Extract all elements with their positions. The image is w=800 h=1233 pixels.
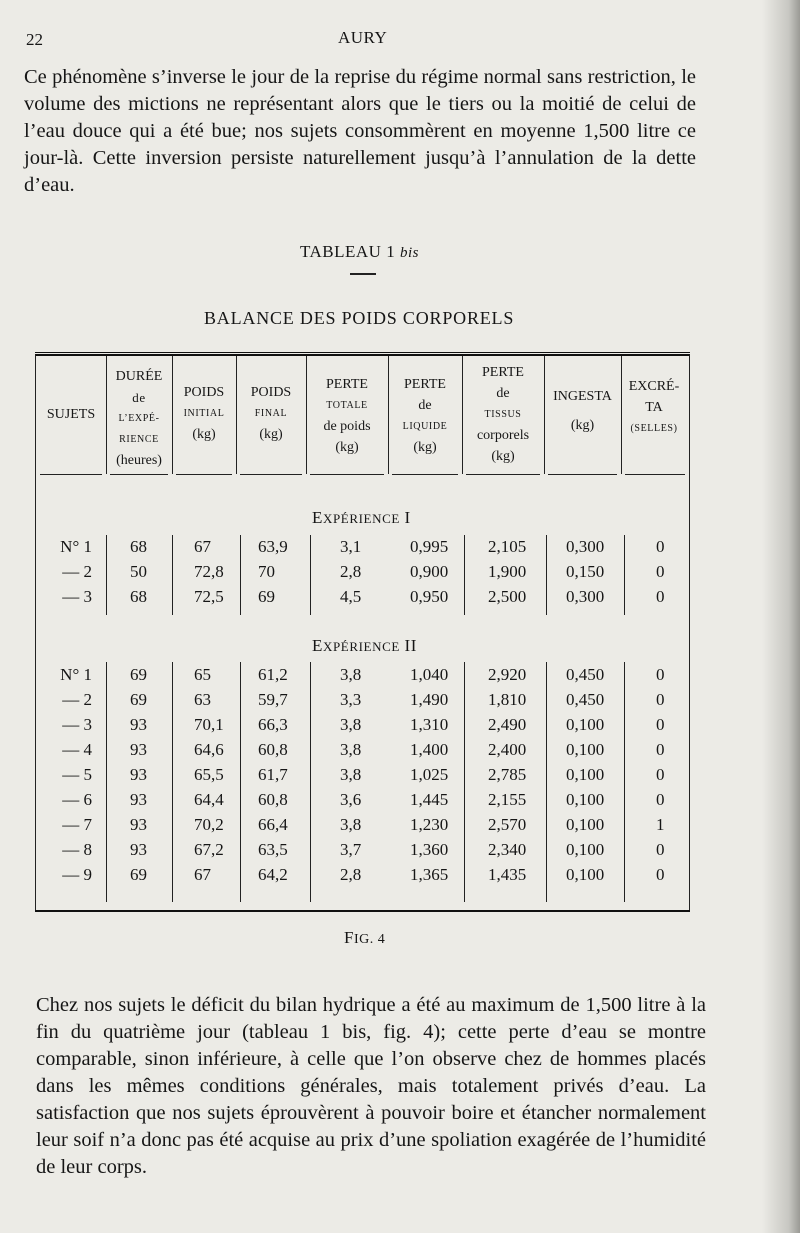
experience-2-number: II [404,636,418,655]
cell-poids-final: 63,9 [258,537,288,556]
cell-duree: 93 [130,840,147,859]
header-duree [106,366,172,471]
cell-duree: 68 [130,537,147,556]
cell-perte-tissus: 2,785 [488,765,527,784]
cell-ingesta: 0,100 [566,815,605,834]
header-underline [625,474,685,475]
cell-ingesta: 0,100 [566,840,605,859]
cell-excreta: 0 [656,790,665,809]
cell-poids-initial: 67 [194,537,211,556]
header-perte-tissus [462,362,544,467]
cell-perte-liquide: 0,900 [410,562,449,581]
cell-poids-final: 69 [258,587,275,606]
cell-ingesta: 0,100 [566,790,605,809]
body-col-divider [106,535,107,615]
running-head: AURY [338,28,388,47]
body-col-divider [624,662,625,902]
table-bottom-rule [35,910,690,912]
cell-poids-initial: 67,2 [194,840,224,859]
cell-poids-final: 63,5 [258,840,288,859]
cell-excreta: 0 [656,690,665,709]
header-poids-initial [172,382,236,445]
cell-excreta: 0 [656,587,665,606]
cell-ingesta: 0,300 [566,537,605,556]
page-number: 22 [26,30,43,49]
header-line: (kg) [335,440,359,455]
cell-excreta: 0 [656,562,665,581]
header-line: INGESTA [553,389,612,404]
cell-perte-liquide: 1,400 [410,740,449,759]
cell-perte-liquide: 0,950 [410,587,449,606]
cell-excreta: 0 [656,537,665,556]
header-line: (kg) [413,440,437,455]
cell-perte-tissus: 1,900 [488,562,527,581]
closing-paragraph: Chez nos sujets le déficit du bilan hydrique a été au maximum de 1,500 litre à la fin du quatrième jour (tableau 1 bis, fig. 4); cette perte d’eau se montre comparable, sinon inférieure, à celle que l’on observe chez de hommes placés dans les mêmes conditions générales, mais totalement privés d’eau. La satisfaction que nos sujets éprouvèrent à pouvoir boire et étancher normalement leur soif n’a donc pas été acquise au prix d’une spoliation exagérée de l’humidité de leur corps. [36,994,706,1178]
cell-duree: 93 [130,765,147,784]
cell-perte-tissus: 2,400 [488,740,527,759]
cell-poids-initial: 70,2 [194,815,224,834]
cell-perte-liquide: 1,445 [410,790,449,809]
body-col-divider [464,662,465,902]
cell-subject: N° 1 [60,665,92,684]
cell-poids-initial: 67 [194,865,211,884]
experience-2-label [312,636,417,656]
page-edge-shadow [762,0,800,1233]
cell-poids-final: 59,7 [258,690,288,709]
cell-poids-final: 66,3 [258,715,288,734]
cell-subject: — 2 [62,690,92,709]
cell-perte-totale: 2,8 [340,865,362,884]
table-title: BALANCE DES POIDS CORPORELS [204,308,515,328]
cell-excreta: 0 [656,840,665,859]
table-top-rule [35,352,690,353]
cell-duree: 69 [130,690,147,709]
cell-perte-tissus: 2,155 [488,790,527,809]
experience-1-number: I [404,508,411,527]
title-rule [350,273,376,275]
cell-poids-final: 60,8 [258,740,288,759]
cell-ingesta: 0,100 [566,715,605,734]
cell-subject: — 8 [62,840,92,859]
cell-poids-initial: 64,6 [194,740,224,759]
cell-perte-liquide: 1,490 [410,690,449,709]
header-duree-line: (heures) [116,453,162,468]
cell-duree: 50 [130,562,147,581]
cell-ingesta: 0,100 [566,765,605,784]
header-poids-final [236,382,306,445]
cell-subject: — 3 [62,587,92,606]
header-underline [466,474,540,475]
cell-perte-totale: 3,8 [340,665,362,684]
cell-duree: 68 [130,587,147,606]
header-line: TA [645,400,663,415]
header-underline [310,474,384,475]
cell-poids-initial: 65,5 [194,765,224,784]
header-line: de [418,398,432,413]
cell-poids-initial: 72,5 [194,587,224,606]
experience-2-rest: XPÉRIENCE [322,639,400,654]
header-line: TISSUS [484,409,522,420]
header-line: (kg) [259,427,283,442]
header-line: (kg) [192,427,216,442]
table-label-text: TABLEAU 1 [300,242,396,261]
cell-poids-initial: 70,1 [194,715,224,734]
cell-poids-initial: 63 [194,690,211,709]
header-ingesta [544,386,621,436]
cell-subject: — 3 [62,715,92,734]
body-col-divider [172,662,173,902]
cell-perte-totale: 3,8 [340,765,362,784]
figure-caption-initial: F [344,928,354,947]
cell-excreta: 0 [656,665,665,684]
body-col-divider [624,535,625,615]
header-line: de poids [323,419,371,434]
cell-perte-tissus: 2,490 [488,715,527,734]
experience-1-initial: E [312,508,323,527]
body-col-divider [310,662,311,902]
table-label-bis: bis [399,245,419,261]
cell-duree: 93 [130,740,147,759]
header-line: EXCRÉ- [628,379,680,394]
cell-subject: — 5 [62,765,92,784]
cell-perte-totale: 3,8 [340,740,362,759]
header-line: PERTE [482,365,524,380]
body-col-divider [172,535,173,615]
cell-perte-liquide: 1,040 [410,665,449,684]
header-line: TOTALE [326,400,368,411]
header-line: de [496,386,510,401]
cell-subject: N° 1 [60,537,92,556]
header-line: LIQUIDE [402,421,448,432]
header-line: PERTE [326,377,368,392]
cell-poids-initial: 65 [194,665,211,684]
cell-perte-liquide: 1,025 [410,765,449,784]
cell-excreta: 1 [656,815,665,834]
header-line: POIDS [250,385,292,400]
header-underline [548,474,617,475]
cell-poids-final: 70 [258,562,275,581]
body-col-divider [240,662,241,902]
figure-caption-rest: IG. 4 [353,932,386,947]
header-line: PERTE [404,377,446,392]
cell-duree: 93 [130,715,147,734]
cell-perte-totale: 2,8 [340,562,362,581]
cell-poids-final: 66,4 [258,815,288,834]
cell-subject: — 9 [62,865,92,884]
header-underline [176,474,232,475]
header-perte-totale [306,374,388,458]
cell-excreta: 0 [656,740,665,759]
header-duree-line: L’EXPÉ- [118,413,160,424]
cell-perte-totale: 3,8 [340,715,362,734]
header-line: (SELLES) [630,423,678,434]
cell-duree: 93 [130,815,147,834]
cell-poids-final: 61,7 [258,765,288,784]
header-duree-line: de [132,390,146,405]
cell-poids-final: 64,2 [258,865,288,884]
cell-ingesta: 0,450 [566,665,605,684]
header-underline [40,474,102,475]
body-col-divider [546,662,547,902]
experience-2-initial: E [312,636,323,655]
figure-caption [344,928,385,948]
cell-perte-liquide: 1,230 [410,815,449,834]
header-line: POIDS [183,385,225,400]
cell-perte-totale: 3,6 [340,790,362,809]
header-line: FINAL [254,408,288,419]
intro-paragraph: Ce phénomène s’inverse le jour de la reprise du régime normal sans restriction, le volume des mictions ne représentant alors que le tiers ou la moitié de celui de l’eau douce qui a été bue; nos sujets consommèrent en moyenne 1,500 litre ce jour-là. Cette inversion persiste naturellement jusqu’à l’annulation de la dette d’eau. [24,66,696,196]
cell-perte-tissus: 2,500 [488,587,527,606]
cell-poids-final: 60,8 [258,790,288,809]
body-col-divider [240,535,241,615]
header-underline [240,474,302,475]
experience-1-label [312,508,411,528]
cell-subject: — 7 [62,815,92,834]
cell-perte-totale: 3,3 [340,690,362,709]
cell-poids-initial: 64,4 [194,790,224,809]
cell-excreta: 0 [656,765,665,784]
cell-subject: — 4 [62,740,92,759]
header-line: (kg) [570,418,595,433]
cell-perte-tissus: 2,105 [488,537,527,556]
header-underline [110,474,168,475]
experience-1-rest: XPÉRIENCE [322,511,400,526]
cell-perte-totale: 3,1 [340,537,362,556]
header-underline [392,474,458,475]
cell-duree: 69 [130,865,147,884]
header-line: corporels [476,428,530,443]
cell-perte-liquide: 1,365 [410,865,449,884]
cell-perte-liquide: 1,360 [410,840,449,859]
table-label [300,242,419,262]
header-perte-liquide [388,374,462,458]
header-line: INITIAL [183,408,225,419]
cell-ingesta: 0,300 [566,587,605,606]
cell-duree: 69 [130,665,147,684]
cell-perte-liquide: 1,310 [410,715,449,734]
body-col-divider [106,662,107,902]
cell-perte-tissus: 2,570 [488,815,527,834]
cell-perte-tissus: 1,435 [488,865,527,884]
cell-ingesta: 0,150 [566,562,605,581]
cell-perte-tissus: 2,920 [488,665,527,684]
cell-subject: — 6 [62,790,92,809]
cell-perte-tissus: 1,810 [488,690,527,709]
header-line: (kg) [491,449,515,464]
cell-perte-totale: 3,7 [340,840,362,859]
header-duree-line: RIENCE [119,434,159,445]
cell-duree: 93 [130,790,147,809]
header-excreta [621,376,687,439]
cell-subject: — 2 [62,562,92,581]
header-duree-line: DURÉE [115,369,163,384]
cell-ingesta: 0,100 [566,740,605,759]
cell-poids-final: 61,2 [258,665,288,684]
cell-perte-totale: 3,8 [340,815,362,834]
cell-poids-initial: 72,8 [194,562,224,581]
body-col-divider [464,535,465,615]
body-col-divider [546,535,547,615]
cell-perte-tissus: 2,340 [488,840,527,859]
cell-ingesta: 0,100 [566,865,605,884]
cell-ingesta: 0,450 [566,690,605,709]
cell-perte-liquide: 0,995 [410,537,449,556]
cell-perte-totale: 4,5 [340,587,362,606]
header-sujets: SUJETS [46,407,96,422]
cell-excreta: 0 [656,715,665,734]
cell-excreta: 0 [656,865,665,884]
body-col-divider [310,535,311,615]
